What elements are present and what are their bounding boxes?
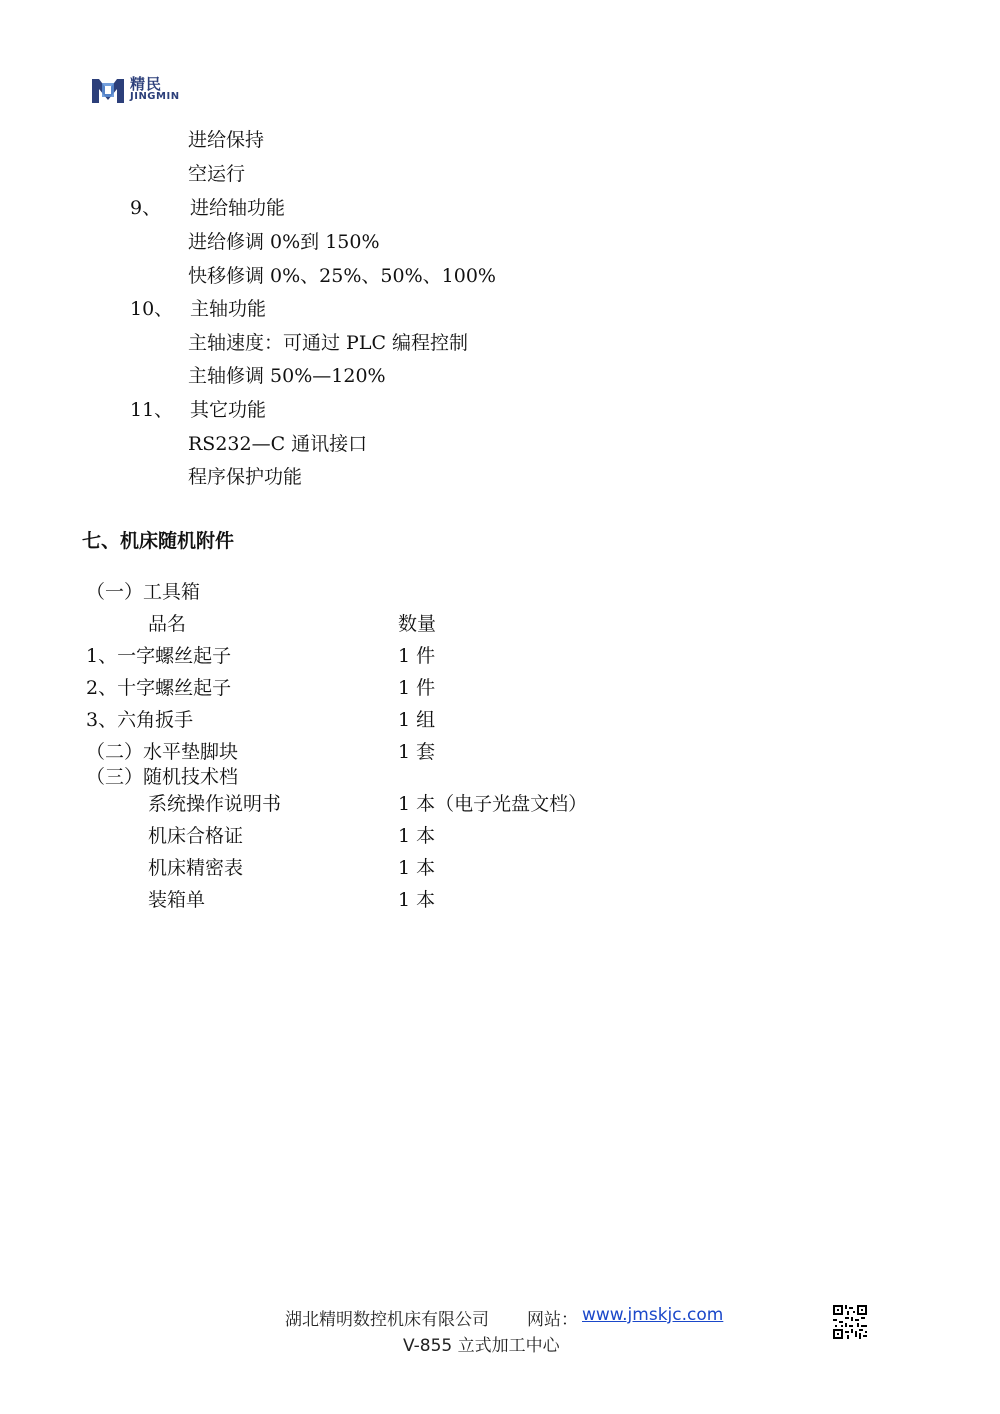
doc-item-name: 系统操作说明书 xyxy=(148,793,282,815)
feature-feed-override: 进给修调 0%到 150% xyxy=(188,231,380,253)
feature-feed-hold: 进给保持 xyxy=(188,129,265,151)
feature-rs232: RS232—C 通讯接口 xyxy=(188,433,368,455)
item-title-feed-axis: 进给轴功能 xyxy=(190,197,286,219)
toolbox-item-qty: 1 件 xyxy=(398,677,436,699)
footer-website-link[interactable]: www.jmskjc.com xyxy=(582,1305,724,1325)
section-title: 七、机床随机附件 xyxy=(82,530,235,552)
toolbox-heading: （一）工具箱 xyxy=(86,581,201,603)
footer-company: 湖北精明数控机床有限公司 xyxy=(285,1310,489,1330)
qr-code-icon xyxy=(833,1305,867,1339)
doc-item-qty: 1 本 xyxy=(398,889,436,911)
item-title-other: 其它功能 xyxy=(190,399,267,421)
logo-chinese-text: 精民 xyxy=(130,75,163,93)
feature-dry-run: 空运行 xyxy=(188,163,246,185)
logo-mark-icon xyxy=(90,75,126,105)
toolbox-item-name: 2、十字螺丝起子 xyxy=(86,677,232,699)
toolbox-item-qty: 1 组 xyxy=(398,709,436,731)
item-number-11: 11、 xyxy=(130,399,174,421)
leveling-block-name: （二）水平垫脚块 xyxy=(86,741,239,763)
feature-spindle-speed: 主轴速度：可通过 PLC 编程控制 xyxy=(188,332,469,354)
doc-item-qty: 1 本 xyxy=(398,825,436,847)
footer-model: V-855 立式加工中心 xyxy=(403,1336,560,1356)
item-number-9: 9、 xyxy=(130,197,162,219)
item-number-10: 10、 xyxy=(130,298,174,320)
doc-item-name: 机床精密表 xyxy=(148,857,244,879)
feature-program-protect: 程序保护功能 xyxy=(188,466,303,488)
toolbox-item-qty: 1 件 xyxy=(398,645,436,667)
docs-heading: （三）随机技术档 xyxy=(86,766,239,788)
leveling-block-qty: 1 套 xyxy=(398,741,436,763)
column-header-name: 品名 xyxy=(148,613,187,635)
item-title-spindle: 主轴功能 xyxy=(190,298,267,320)
footer-site-label: 网站： xyxy=(527,1310,578,1330)
column-header-qty: 数量 xyxy=(398,613,437,635)
logo-english-text: JINGMIN xyxy=(130,91,180,102)
company-logo xyxy=(90,72,200,108)
toolbox-item-name: 3、六角扳手 xyxy=(86,709,194,731)
doc-item-qty: 1 本 xyxy=(398,857,436,879)
feature-spindle-override: 主轴修调 50%—120% xyxy=(188,365,386,387)
doc-item-qty: 1 本（电子光盘文档） xyxy=(398,793,588,815)
toolbox-item-name: 1、一字螺丝起子 xyxy=(86,645,232,667)
doc-item-name: 机床合格证 xyxy=(148,825,244,847)
doc-item-name: 装箱单 xyxy=(148,889,206,911)
feature-rapid-override: 快移修调 0%、25%、50%、100% xyxy=(188,265,496,287)
